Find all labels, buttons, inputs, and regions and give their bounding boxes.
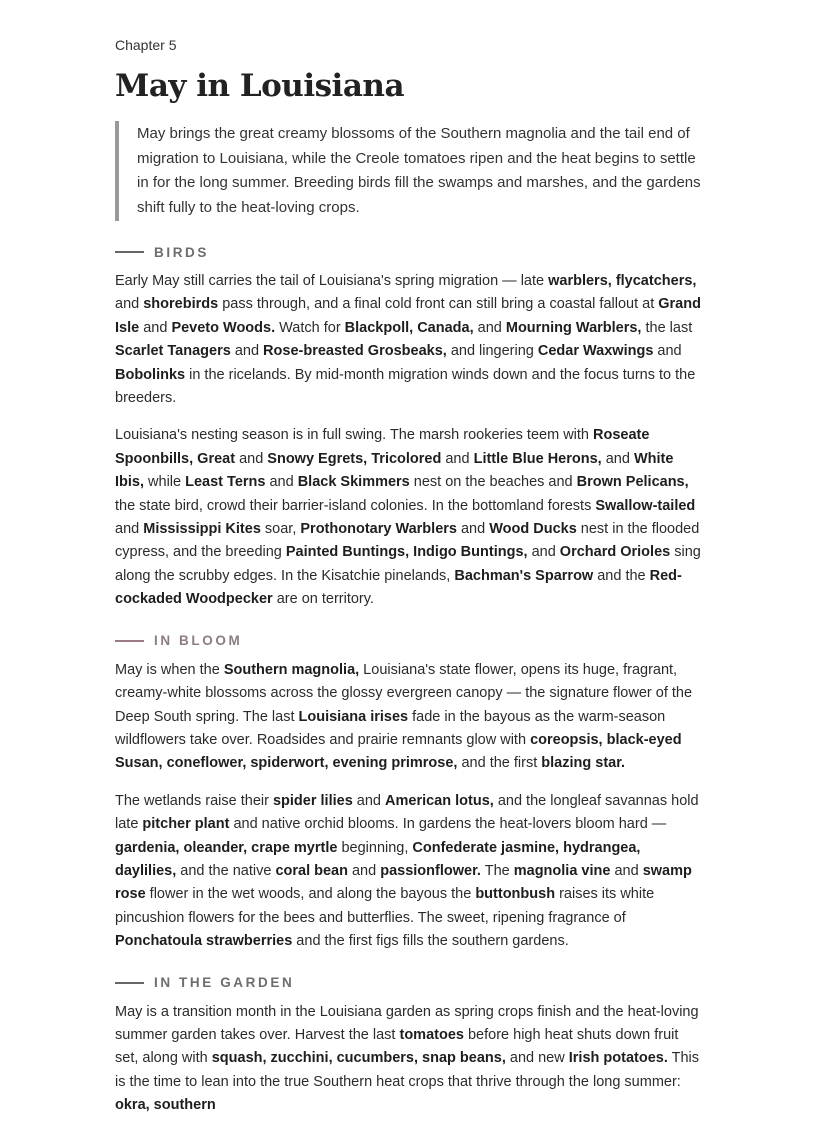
text-run: and <box>456 521 490 538</box>
emphasized-term: Cedar Waxwings <box>537 343 654 360</box>
text-run: sing along the scrubby edges. In the Kisatchie pinelands, <box>115 544 701 584</box>
emphasized-term: American lotus, <box>385 792 494 809</box>
text-run: fade in the bayous as the warm-season wildflowers take over. Roadsides and prairie remnants glow with <box>115 708 666 748</box>
emphasized-term: swamp rose <box>115 862 692 903</box>
text-run: and <box>230 343 264 360</box>
text-run: and <box>610 862 643 879</box>
emphasized-term: coral bean <box>275 862 348 879</box>
emphasized-term: buttonbush <box>475 886 556 903</box>
text-run: and <box>653 343 682 360</box>
emphasized-term: tomatoes <box>399 1026 464 1043</box>
text-run: The <box>480 862 514 879</box>
emphasized-term: warblers, flycatchers, <box>548 273 697 289</box>
paragraph <box>115 1001 703 1118</box>
emphasized-term: Scarlet Tanagers <box>115 343 231 360</box>
text-run: and lingering <box>446 343 538 360</box>
emphasized-term: Little Blue Herons, <box>473 450 602 467</box>
text-run: and <box>235 450 268 467</box>
emphasized-term: Roseate Spoonbills, Great <box>115 427 650 467</box>
text-run: beginning, <box>337 839 413 856</box>
emphasized-term: Rose-breasted Grosbeaks, <box>263 343 447 360</box>
text-run: and <box>115 296 144 313</box>
text-run: while <box>144 474 186 491</box>
section-heading-label: BIRDS <box>154 244 210 260</box>
text-run: May is a transition month in the Louisiana garden as spring crops finish and the heat-loving summer garden takes over. Harvest the last <box>115 1003 699 1043</box>
text-run: and native orchid blooms. In gardens the heat-lovers bloom hard — <box>229 816 667 833</box>
section-heading <box>115 632 703 650</box>
emphasized-term: Bobolinks <box>115 366 186 383</box>
paragraph <box>115 659 703 776</box>
text-run: and new <box>505 1050 569 1067</box>
text-run: and <box>139 319 172 336</box>
emphasized-term: Mississippi Kites <box>143 521 261 538</box>
emphasized-term: pitcher plant <box>142 816 230 833</box>
text-run: before high heat shuts down fruit set, along with <box>115 1026 679 1067</box>
emphasized-term: Irish potatoes. <box>568 1050 668 1067</box>
text-run: are on territory. <box>272 591 374 608</box>
chapter-number: Chapter 5 <box>115 37 177 53</box>
text-run: and <box>527 544 560 561</box>
text-run: nest on the beaches and <box>409 474 577 491</box>
emphasized-term: Orchard Orioles <box>559 544 671 561</box>
text-run: and the native <box>176 862 276 879</box>
emphasized-term: Brown Pelicans, <box>576 474 689 491</box>
section-heading <box>115 243 703 261</box>
emphasized-term: Bachman's Sparrow <box>454 567 594 584</box>
emphasized-term: Southern magnolia, <box>223 661 360 678</box>
text-run: and <box>347 862 381 879</box>
text-run: Watch for <box>275 319 345 336</box>
emphasized-term: Painted Buntings, Indigo Buntings, <box>285 544 528 561</box>
intro-blockquote: May brings the great creamy blossoms of the Southern magnolia and the tail end of migration to Louisiana, while the Creole tomatoes ripen and the heat begins to settle in for the long summer. Breeding birds fill the swamps and marshes, and the gardens shift fully to the heat-loving crops. <box>115 121 703 221</box>
section-in-bloom <box>115 632 703 954</box>
text-run: This is the time to lean into the true Southern heat crops that thrive through the long summer: <box>115 1050 700 1090</box>
paragraph <box>115 270 703 410</box>
emphasized-term: Grand Isle <box>115 296 701 336</box>
text-run: Early May still carries the tail of Louisiana's spring migration — late <box>115 273 549 289</box>
emphasized-term: Peveto Woods. <box>171 319 276 336</box>
text-run: in the ricelands. By mid-month migration winds down and the focus turns to the breeders. <box>115 366 696 407</box>
section-heading-label: IN THE GARDEN <box>154 975 295 991</box>
emphasized-term: magnolia vine <box>513 862 611 879</box>
text-run: and <box>473 319 506 336</box>
text-run: and <box>601 450 634 467</box>
section-birds <box>115 243 703 612</box>
emphasized-term: passionflower. <box>380 862 481 879</box>
emphasized-term: Confederate jasmine, hydrangea, daylilies, <box>115 839 641 879</box>
emphasized-term: Wood Ducks <box>489 521 577 538</box>
emphasized-term: squash, zucchini, cucumbers, snap beans, <box>211 1050 506 1067</box>
emphasized-term: shorebirds <box>143 296 219 313</box>
text-run: and the first <box>457 755 542 772</box>
paragraph <box>115 790 703 954</box>
text-run: the last <box>641 319 693 336</box>
text-run: the state bird, crowd their barrier-island colonies. In the bottomland forests <box>115 497 596 514</box>
emphasized-term: spider lilies <box>272 792 353 809</box>
text-run: The wetlands raise their <box>115 792 273 809</box>
emphasized-term: Black Skimmers <box>297 474 410 491</box>
text-run: Louisiana's state flower, opens its huge, fragrant, creamy-white blossoms across the glossy evergreen canopy — the signature flower of the Deep South spring. The last <box>115 661 693 725</box>
text-run: and the longleaf savannas hold late <box>115 792 699 833</box>
text-run: nest in the flooded cypress, and the breeding <box>115 521 700 561</box>
paragraph <box>115 424 703 611</box>
emphasized-term: Mourning Warblers, <box>505 319 642 336</box>
heading-rule <box>115 640 144 642</box>
emphasized-term: Least Terns <box>185 474 266 491</box>
text-run: and the first figs fills the southern gardens. <box>292 933 569 950</box>
text-run: soar, <box>260 521 301 538</box>
chapter-content <box>115 36 703 1138</box>
text-run: and <box>265 474 298 491</box>
heading-rule <box>115 251 144 253</box>
text-run: pass through, and a final cold front can still bring a coastal fallout at <box>218 296 659 313</box>
heading-rule <box>115 982 144 984</box>
emphasized-term: Ponchatoula strawberries <box>115 933 293 950</box>
emphasized-term: Prothonotary Warblers <box>300 521 457 538</box>
emphasized-term: coreopsis, black-eyed Susan, coneflower, spiderwort, evening primrose, <box>115 731 682 772</box>
section-heading-label: IN BLOOM <box>154 633 243 649</box>
chapter-title: May in Louisiana <box>115 68 405 104</box>
emphasized-term: gardenia, oleander, crape myrtle <box>115 839 338 856</box>
text-run: and the <box>593 567 650 584</box>
emphasized-term: blazing star. <box>541 755 626 772</box>
section-in-the-garden <box>115 974 703 1118</box>
text-run: May is when the <box>115 661 224 678</box>
emphasized-term: Swallow-tailed <box>595 497 696 514</box>
text-run: flower in the wet woods, and along the bayous the <box>145 886 476 903</box>
emphasized-term: White Ibis, <box>115 450 674 491</box>
emphasized-term: Blackpoll, Canada, <box>344 319 474 336</box>
text-run: and <box>115 521 144 538</box>
emphasized-term: Louisiana irises <box>298 708 409 725</box>
emphasized-term: Red-cockaded Woodpecker <box>115 567 682 608</box>
text-run: Louisiana's nesting season is in full swing. The marsh rookeries teem with <box>115 427 594 444</box>
text-run: and <box>441 450 474 467</box>
section-heading <box>115 974 703 992</box>
emphasized-term: Snowy Egrets, Tricolored <box>267 450 442 467</box>
text-run: raises its white pincushion flowers for the bees and butterflies. The sweet, ripening fragrance of <box>115 886 655 926</box>
text-run: and <box>352 792 386 809</box>
emphasized-term: okra, southern <box>115 1097 216 1114</box>
